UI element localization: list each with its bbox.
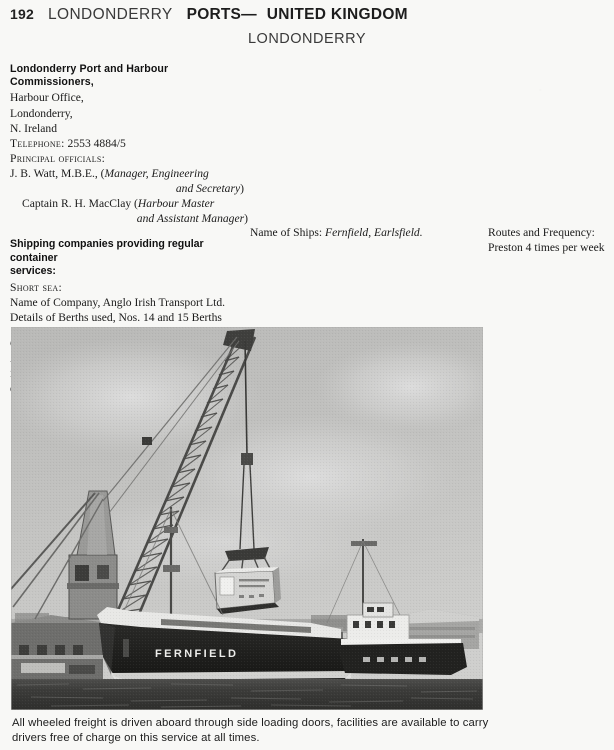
routes-value: Preston 4 times per week: [488, 241, 605, 255]
photo-grain: [11, 327, 483, 710]
port-photograph: [11, 327, 483, 710]
official-title-part: and Assistant Manager: [136, 211, 245, 225]
routes-label: Routes and Frequency:: [488, 226, 595, 239]
address-line: Harbour Office,: [10, 91, 84, 105]
official-name-line: [10, 166, 250, 181]
official-paren-close: ): [244, 211, 248, 225]
principal-officials-label: Principal officials:: [10, 151, 106, 165]
running-head-section: PORTS—: [186, 6, 257, 23]
running-head-port: LONDONDERRY: [47, 6, 173, 23]
page-folio: 192: [10, 6, 34, 22]
running-head-country: UNITED KINGDOM: [266, 6, 408, 23]
caption-line: drivers free of charge on this service at all times.: [12, 732, 260, 745]
caption-line: All wheeled freight is driven aboard through side loading doors, facilities are available to carry: [12, 717, 489, 729]
shipping-heading-line: services:: [10, 265, 56, 278]
middle-column: [250, 225, 480, 240]
photo-caption: [12, 716, 592, 747]
official-title-part: and Secretary: [175, 181, 241, 195]
ships-label: Name of Ships:: [250, 226, 323, 239]
telephone-label: Telephone:: [10, 136, 65, 150]
authority-name: Londonderry Port and Harbour Commissioners,: [10, 63, 169, 89]
ships-row: [250, 225, 480, 240]
page-title: LONDONDERRY: [247, 31, 367, 47]
running-head: [0, 6, 614, 28]
address-line: N. Ireland: [10, 121, 57, 135]
official-title-continuation: [10, 181, 250, 196]
telephone-row: [10, 136, 250, 151]
official-name: J. B. Watt, M.B.E., (: [10, 166, 105, 180]
telephone-value: 2553 4884/5: [67, 136, 126, 150]
official-entry: [10, 196, 250, 226]
right-column: [488, 225, 612, 255]
shipping-heading-line: Shipping companies providing regular container: [10, 238, 204, 264]
official-title-part: Manager, Engineering: [104, 166, 209, 180]
official-title-part: Harbour Master: [137, 196, 215, 210]
official-paren-close: ): [240, 181, 244, 195]
authority-address: [10, 90, 250, 135]
official-entry: [10, 166, 250, 196]
shipping-companies-heading: [10, 238, 250, 279]
official-name-line: [22, 196, 250, 211]
ships-value: Fernfield, Earlsfield.: [325, 226, 423, 239]
address-line: Londonderry,: [10, 106, 73, 120]
short-sea-label: Short sea:: [10, 280, 62, 294]
berths-line: Details of Berths used, Nos. 14 and 15 Berths: [10, 310, 222, 324]
company-name-line: Name of Company, Anglo Irish Transport Ltd.: [10, 295, 226, 309]
photograph-illustration: [11, 327, 483, 710]
official-title-continuation: [22, 211, 250, 226]
official-name: Captain R. H. MacClay (: [22, 196, 138, 210]
